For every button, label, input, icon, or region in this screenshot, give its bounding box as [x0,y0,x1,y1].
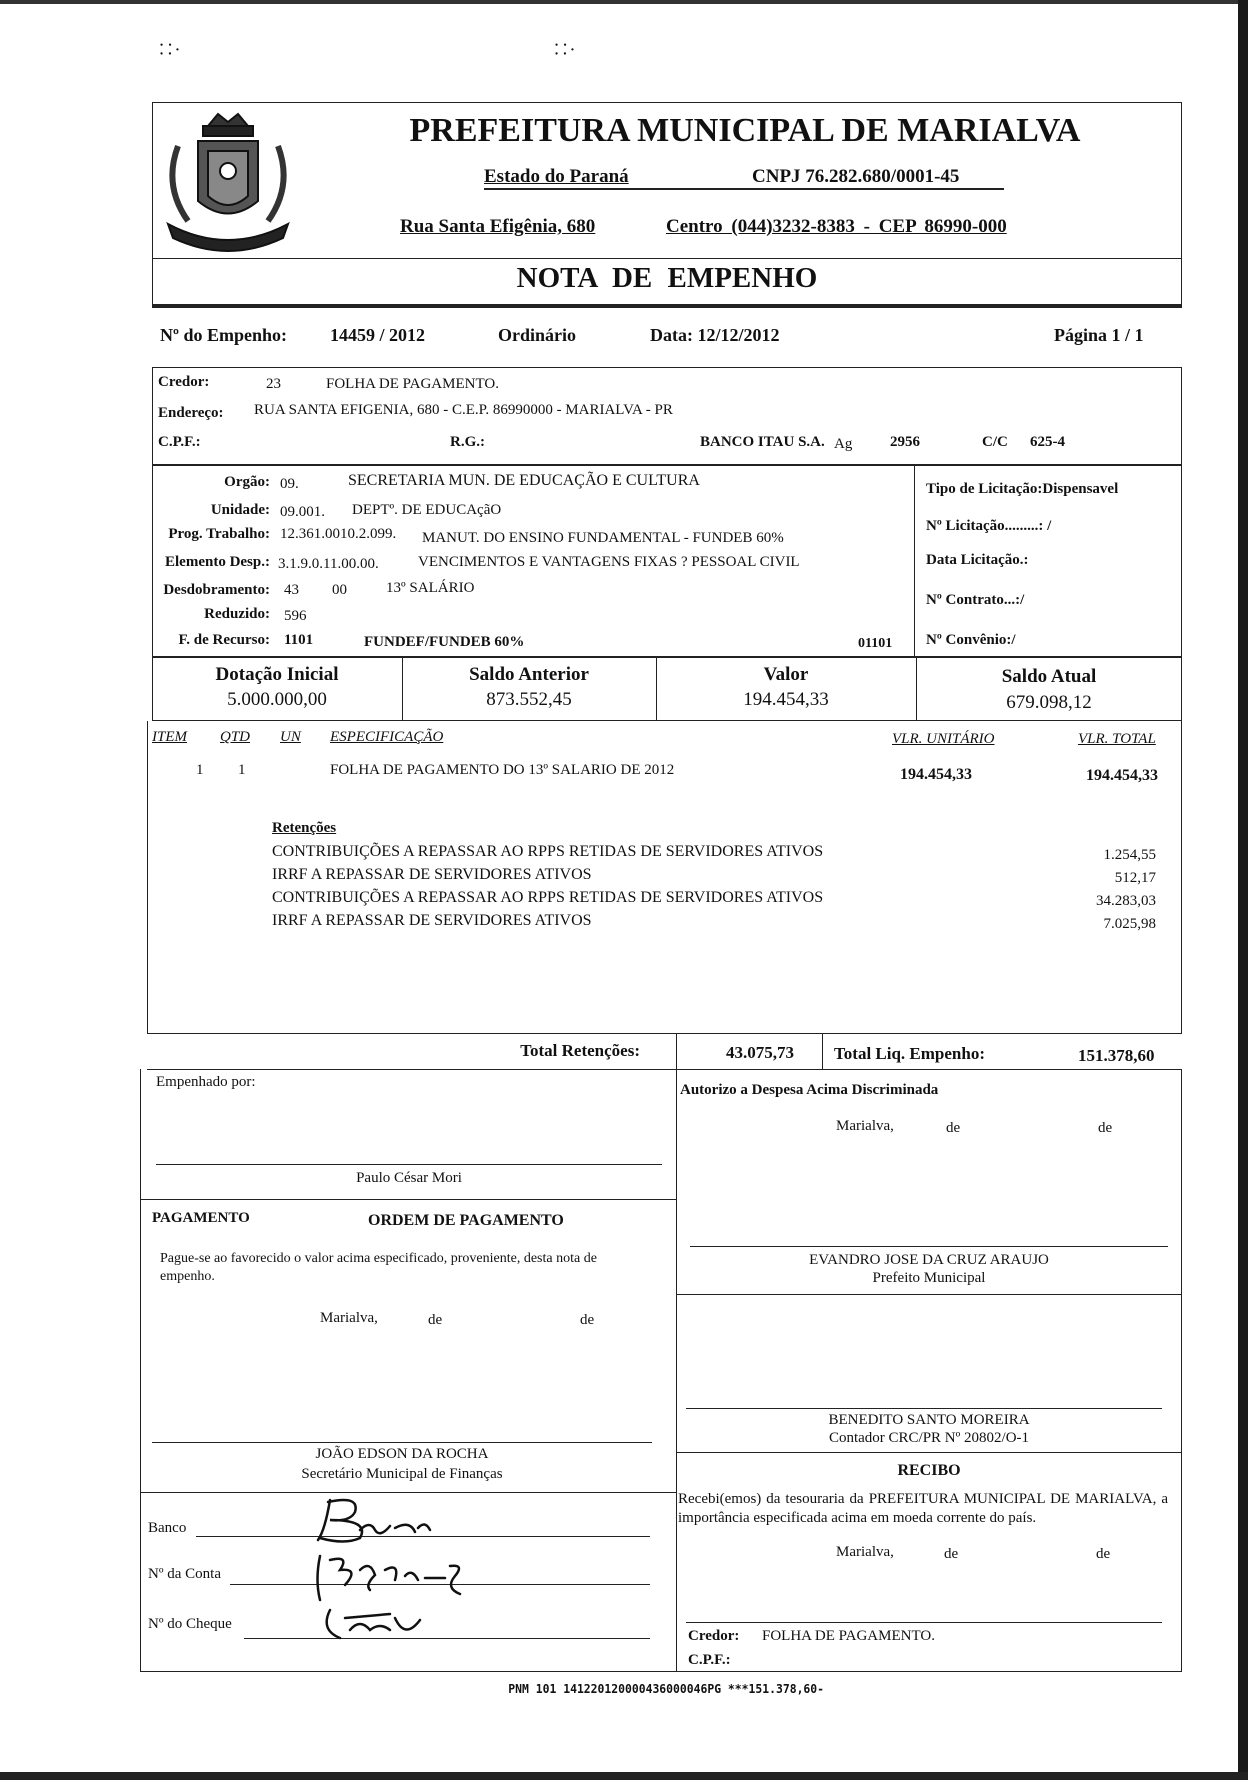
rg-label: R.G.: [450,434,485,450]
agency-number: 2956 [890,434,920,450]
credor-label: Credor: [158,374,210,390]
contador-role: Contador CRC/PR Nº 20802/O-1 [828,1430,1030,1446]
scan-mark: ⸬ · [555,43,575,58]
address-label: Endereço: [158,405,224,421]
empenho-date: Data: 12/12/2012 [650,325,780,345]
prefeito-name: EVANDRO JOSE DA CRUZ ARAUJO [809,1252,1049,1268]
desdobramento-sub: 00 [332,582,347,598]
fonte-number: 01101 [858,636,893,651]
reduzido-value: 596 [284,608,307,624]
recibo-credor-name: FOLHA DE PAGAMENTO. [762,1628,935,1644]
cheque-label: Nº do Cheque [148,1616,232,1632]
saldo-atual-value: 679.098,12 [1006,692,1092,713]
date-de: de [580,1312,595,1328]
fonte-name: FUNDEF/FUNDEB 60% [364,634,525,650]
prog-label: Prog. Trabalho: [168,526,270,542]
handwritten-signature [300,1490,500,1650]
cpf-label: C.P.F.: [158,434,201,450]
col-header-un: UN [280,729,301,745]
credor-code: 23 [266,376,281,392]
pague-se-text: Pague-se ao favorecido o valor acima especificado, proveniente, desta nota de empenho. [160,1251,597,1284]
retencao-desc: CONTRIBUIÇÕES A REPASSAR AO RPPS RETIDAS DE SERVIDORES ATIVOS [272,843,824,860]
valor-label: Valor [763,664,809,685]
col-header-item: ITEM [152,729,187,745]
total-liquido-label: Total Liq. Empenho: [834,1044,985,1063]
date-de: de [944,1546,959,1562]
credor-address: RUA SANTA EFIGENIA, 680 - C.E.P. 86990000 - MARIALVA - PR [254,402,673,418]
signatures-box [140,1069,1182,1672]
row-spec: FOLHA DE PAGAMENTO DO 13º SALARIO DE 2012 [330,762,675,778]
conta-label: Nº da Conta [148,1566,221,1582]
coat-of-arms-logo [158,106,298,256]
desdobramento-code: 43 [284,582,299,598]
retencao-desc: IRRF A REPASSAR DE SERVIDORES ATIVOS [272,866,592,883]
ordem-pagamento-label: ORDEM DE PAGAMENTO [368,1212,564,1229]
desdobramento-label: Desdobramento: [163,582,270,598]
date-de: de [428,1312,443,1328]
retencoes-title: Retenções [272,820,337,836]
credor-name: FOLHA DE PAGAMENTO. [326,376,499,392]
retencao-value: 34.283,03 [1096,893,1156,909]
account-number: 625-4 [1030,434,1065,450]
empenho-number-label: Nº do Empenho: [160,325,287,345]
recibo-credor-label: Credor: [688,1628,740,1644]
bank-name: BANCO ITAU S.A. [700,434,825,450]
row-unit-value: 194.454,33 [900,766,972,783]
elemento-name: VENCIMENTOS E VANTAGENS FIXAS ? PESSOAL CIVIL [418,554,800,570]
orgao-code: 09. [280,476,299,492]
orgao-name: SECRETARIA MUN. DE EDUCAÇÃO E CULTURA [348,472,700,489]
empenhado-por-label: Empenhado por: [156,1074,256,1090]
secretario-name: JOÃO EDSON DA ROCHA [315,1446,489,1462]
municipality-title: PREFEITURA MUNICIPAL DE MARIALVA [409,112,1081,149]
dotacao-label: Dotação Inicial [215,664,339,685]
saldo-anterior-value: 873.552,45 [486,689,572,710]
licitacao-date: Data Licitação.: [926,552,1029,568]
agency-label: Ag [834,436,853,452]
date-city: Marialva, [836,1118,894,1134]
retencao-desc: CONTRIBUIÇÕES A REPASSAR AO RPPS RETIDAS DE SERVIDORES ATIVOS [272,889,824,906]
retencao-desc: IRRF A REPASSAR DE SERVIDORES ATIVOS [272,912,592,929]
retencao-value: 7.025,98 [1103,916,1156,932]
retencao-value: 512,17 [1114,870,1156,886]
pagamento-label: PAGAMENTO [152,1210,250,1226]
dotacao-value: 5.000.000,00 [227,689,327,710]
saldo-anterior-label: Saldo Anterior [469,664,589,685]
date-city: Marialva, [836,1544,894,1560]
reduzido-label: Reduzido: [204,606,270,622]
unidade-code: 09.001. [280,504,325,520]
scan-mark: ⸬ · [160,43,180,58]
col-header-total: VLR. TOTAL [1078,731,1156,747]
date-city: Marialva, [320,1310,378,1326]
cnpj: CNPJ 76.282.680/0001-45 [752,166,960,187]
date-de: de [1098,1120,1113,1136]
total-liquido-value: 151.378,60 [1078,1046,1155,1065]
fonte-label: F. de Recurso: [178,632,270,648]
page-number: Página 1 / 1 [1054,325,1144,345]
row-qtd: 1 [238,762,246,778]
orgao-label: Orgão: [224,474,270,490]
licitacao-number: Nº Licitação.........: / [926,518,1052,534]
total-retencoes-value: 43.075,73 [726,1043,794,1062]
contador-name: BENEDITO SANTO MOREIRA [828,1412,1030,1428]
recibo-text: Recebi(emos) da tesouraria da PREFEITURA MUNICIPAL DE MARIALVA, a importância especificada acima em moeda corrente do país. [678,1491,1168,1526]
row-total-value: 194.454,33 [1086,767,1158,784]
col-header-unit: VLR. UNITÁRIO [892,731,995,747]
prog-code: 12.361.0010.2.099. [280,526,397,542]
contract-number: Nº Contrato...:/ [926,592,1025,608]
state-name: Estado do Paraná [484,166,629,187]
valor-value: 194.454,33 [743,689,829,710]
prefeito-role: Prefeito Municipal [872,1270,986,1286]
recibo-title: RECIBO [897,1462,961,1479]
banco-label: Banco [148,1520,187,1536]
elemento-label: Elemento Desp.: [165,554,270,570]
unidade-name: DEPTº. DE EDUCAçãO [352,502,502,518]
saldo-atual-label: Saldo Atual [1001,666,1097,687]
convenio-number: Nº Convênio:/ [926,632,1016,648]
account-label: C/C [982,434,1008,450]
date-de: de [946,1120,961,1136]
col-header-qtd: QTD [220,729,251,745]
prog-name: MANUT. DO ENSINO FUNDAMENTAL - FUNDEB 60% [422,530,784,546]
licitacao-type: Tipo de Licitação:Dispensavel [926,481,1119,497]
document-title: NOTA DE EMPENHO [516,262,818,294]
date-de: de [1096,1546,1111,1562]
address-street: Rua Santa Efigênia, 680 [400,216,596,237]
address-rest: Centro (044)3232-8383 - CEP 86990-000 [666,216,1007,237]
desdobramento-name: 13º SALÁRIO [386,580,475,596]
row-item: 1 [196,762,204,778]
empenho-type: Ordinário [498,325,577,345]
retencao-value: 1.254,55 [1103,847,1156,863]
empenho-number: 14459 / 2012 [330,325,426,345]
unidade-label: Unidade: [210,502,270,518]
recibo-cpf-label: C.P.F.: [688,1652,731,1668]
total-retencoes-label: Total Retenções: [520,1041,640,1060]
autorizo-text: Autorizo a Despesa Acima Discriminada [680,1082,939,1098]
col-header-spec: ESPECIFICAÇÃO [330,729,444,745]
footer-code: PNM 101 141220120000436000046PG ***151.378,60- [508,1682,825,1696]
fonte-code: 1101 [284,632,314,648]
secretario-role: Secretário Municipal de Finanças [301,1466,503,1482]
elemento-code: 3.1.9.0.11.00.00. [278,556,379,572]
empenhado-por-name: Paulo César Mori [356,1170,462,1186]
